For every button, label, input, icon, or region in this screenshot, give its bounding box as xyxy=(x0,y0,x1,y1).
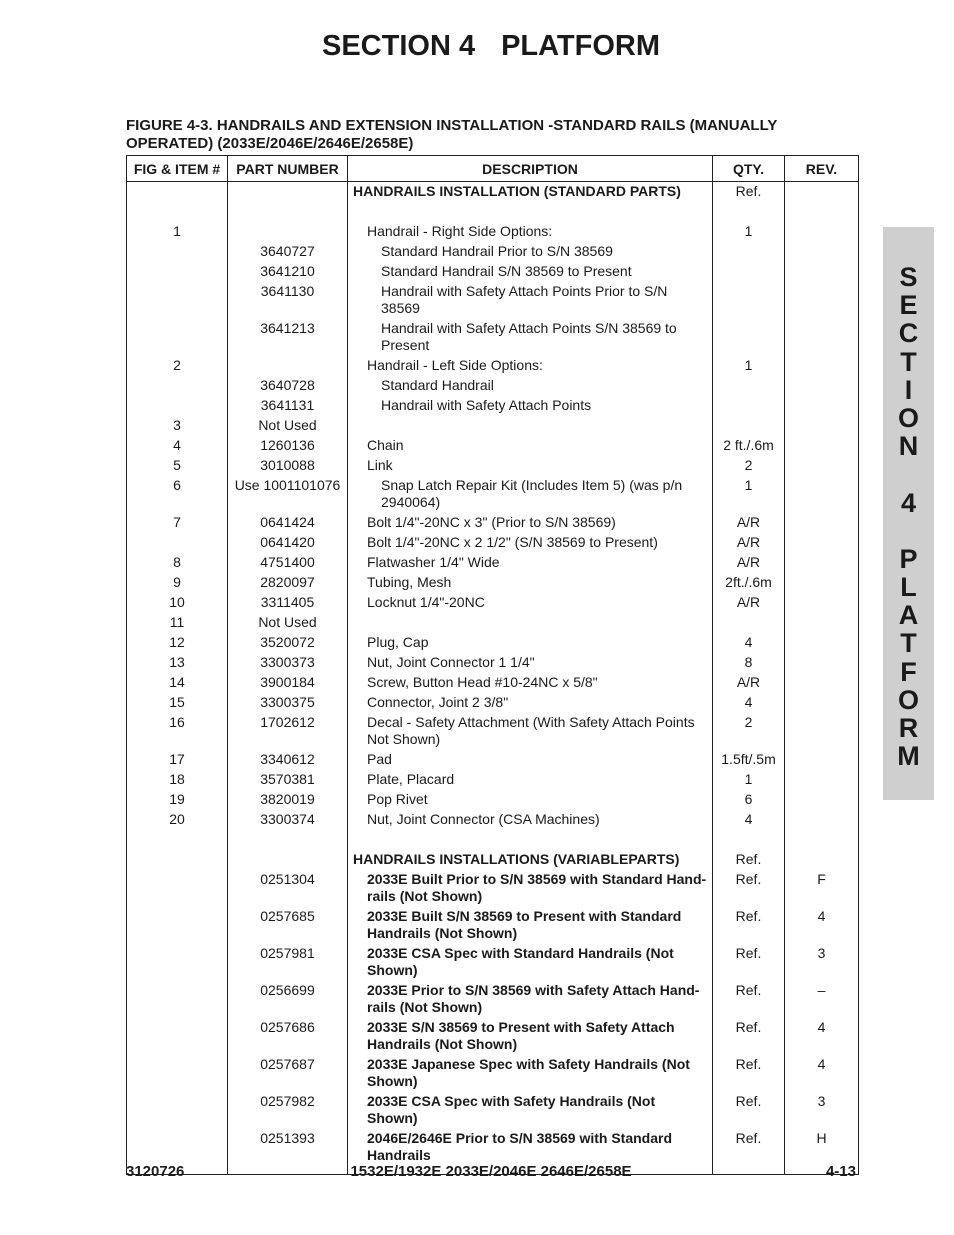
side-tab-letter: P xyxy=(899,543,918,574)
cell-qty: 4 xyxy=(713,810,785,830)
cell-fig-item: 3 xyxy=(127,416,228,436)
cell-description: 2046E/2646E Prior to S/N 38569 with Standard Handrails xyxy=(348,1129,713,1175)
side-tab-letter: T xyxy=(900,346,917,377)
cell-fig-item xyxy=(127,533,228,553)
table-row xyxy=(127,573,859,593)
cell-qty: 1 xyxy=(713,770,785,790)
cell-part-number: 0257981 xyxy=(228,944,348,981)
model-list: 1532E/1932E 2033E/2046E 2646E/2658E xyxy=(350,1163,632,1180)
cell-rev xyxy=(785,513,859,533)
cell-part-number: 0256699 xyxy=(228,981,348,1018)
cell-description: Standard Handrail Prior to S/N 38569 xyxy=(348,242,713,262)
cell-fig-item: 15 xyxy=(127,693,228,713)
cell-fig-item: 12 xyxy=(127,633,228,653)
cell-description: Pop Rivet xyxy=(348,790,713,810)
side-tab-letter: E xyxy=(899,290,918,321)
cell-rev xyxy=(785,436,859,456)
cell-fig-item: 4 xyxy=(127,436,228,456)
table-row xyxy=(127,673,859,693)
cell-description: Decal - Safety Attachment (With Safety Attach Points Not Shown) xyxy=(348,713,713,750)
table-row xyxy=(127,907,859,944)
cell-rev xyxy=(785,750,859,770)
cell-description: Tubing, Mesh xyxy=(348,573,713,593)
cell-description: Handrail with Safety Attach Points S/N 38569 to Present xyxy=(348,319,713,356)
table-row xyxy=(127,356,859,376)
cell-part-number: 3640728 xyxy=(228,376,348,396)
cell-description: Handrail - Left Side Options: xyxy=(348,356,713,376)
cell-fig-item: 16 xyxy=(127,713,228,750)
table-row xyxy=(127,1092,859,1129)
cell-part-number: 3300373 xyxy=(228,653,348,673)
cell-part-number xyxy=(228,222,348,242)
cell-qty: 8 xyxy=(713,653,785,673)
cell-qty: Ref. xyxy=(713,1092,785,1129)
table-row xyxy=(127,282,859,319)
parts-table xyxy=(126,155,859,1175)
cell-qty: Ref. xyxy=(713,1018,785,1055)
cell-part-number: 3300374 xyxy=(228,810,348,830)
cell-part-number: Not Used xyxy=(228,416,348,436)
cell-fig-item: 17 xyxy=(127,750,228,770)
cell-description: Bolt 1/4"-20NC x 3" (Prior to S/N 38569) xyxy=(348,513,713,533)
header-description: DESCRIPTION xyxy=(348,156,713,182)
cell-description: Link xyxy=(348,456,713,476)
cell-part-number: 3520072 xyxy=(228,633,348,653)
cell-rev xyxy=(785,262,859,282)
table-row xyxy=(127,981,859,1018)
cell-qty: Ref. xyxy=(713,1055,785,1092)
cell-part-number: 0257686 xyxy=(228,1018,348,1055)
cell-part-number: 0257982 xyxy=(228,1092,348,1129)
table-row xyxy=(127,850,859,870)
cell-fig-item: 7 xyxy=(127,513,228,533)
side-tab-letter: C xyxy=(898,318,919,349)
table-row xyxy=(127,222,859,242)
table-row xyxy=(127,693,859,713)
cell-rev xyxy=(785,282,859,319)
cell-rev: F xyxy=(785,870,859,907)
cell-part-number: 3641213 xyxy=(228,319,348,356)
cell-qty: 2ft./.6m xyxy=(713,573,785,593)
side-tab-letters xyxy=(883,263,934,770)
table-row xyxy=(127,750,859,770)
table-row xyxy=(127,593,859,613)
side-tab-letter: R xyxy=(898,713,919,743)
cell-rev: 3 xyxy=(785,1092,859,1129)
spacer-cell xyxy=(348,202,713,222)
cell-part-number xyxy=(228,182,348,203)
section-number: SECTION 4 xyxy=(321,30,476,62)
cell-fig-item: 8 xyxy=(127,553,228,573)
side-tab-letter: O xyxy=(897,684,919,715)
cell-rev xyxy=(785,319,859,356)
cell-part-number: 0641420 xyxy=(228,533,348,553)
cell-part-number: 3640727 xyxy=(228,242,348,262)
cell-rev xyxy=(785,850,859,870)
side-tab-spacer xyxy=(883,517,934,545)
side-tab-letter: 4 xyxy=(900,487,917,518)
side-tab-letter: F xyxy=(900,656,917,687)
cell-rev xyxy=(785,476,859,513)
spacer-cell xyxy=(785,830,859,850)
cell-part-number: Use 1001101076 xyxy=(228,476,348,513)
cell-qty: 1 xyxy=(713,476,785,513)
cell-fig-item xyxy=(127,319,228,356)
cell-rev xyxy=(785,613,859,633)
table-row xyxy=(127,376,859,396)
table-row xyxy=(127,242,859,262)
cell-qty: A/R xyxy=(713,533,785,553)
cell-description: Snap Latch Repair Kit (Includes Item 5) (was p/n 2940064) xyxy=(348,476,713,513)
cell-qty: 1 xyxy=(713,222,785,242)
cell-description: Locknut 1/4"-20NC xyxy=(348,593,713,613)
spacer-cell xyxy=(127,202,228,222)
cell-fig-item xyxy=(127,850,228,870)
side-tab-letter: T xyxy=(900,628,917,659)
cell-fig-item: 19 xyxy=(127,790,228,810)
table-row xyxy=(127,613,859,633)
table-row xyxy=(127,416,859,436)
table-row xyxy=(127,513,859,533)
cell-rev xyxy=(785,396,859,416)
cell-description: 2033E CSA Spec with Standard Handrails (Not Shown) xyxy=(348,944,713,981)
cell-qty: 2 ft./.6m xyxy=(713,436,785,456)
table-spacer-row xyxy=(127,202,859,222)
cell-description: 2033E Built S/N 38569 to Present with Standard Handrails (Not Shown) xyxy=(348,907,713,944)
side-tab-letter: S xyxy=(899,262,918,292)
cell-description: Handrail with Safety Attach Points Prior to S/N 38569 xyxy=(348,282,713,319)
cell-description: Screw, Button Head #10-24NC x 5/8" xyxy=(348,673,713,693)
table-row xyxy=(127,456,859,476)
cell-description: Handrail - Right Side Options: xyxy=(348,222,713,242)
table-row xyxy=(127,182,859,203)
spacer-cell xyxy=(228,202,348,222)
cell-rev: – xyxy=(785,981,859,1018)
cell-description: Pad xyxy=(348,750,713,770)
table-row xyxy=(127,262,859,282)
cell-qty: 4 xyxy=(713,693,785,713)
table-row xyxy=(127,396,859,416)
side-tab-letter: M xyxy=(897,741,920,772)
cell-rev xyxy=(785,790,859,810)
cell-description: Nut, Joint Connector (CSA Machines) xyxy=(348,810,713,830)
cell-fig-item xyxy=(127,870,228,907)
side-tab-spacer xyxy=(883,460,934,488)
cell-qty xyxy=(713,613,785,633)
cell-part-number xyxy=(228,356,348,376)
cell-description: HANDRAILS INSTALLATIONS (VARIABLEPARTS) xyxy=(348,850,713,870)
cell-qty: 2 xyxy=(713,713,785,750)
cell-qty: 4 xyxy=(713,633,785,653)
cell-qty: A/R xyxy=(713,553,785,573)
cell-qty: Ref. xyxy=(713,907,785,944)
cell-description: Handrail with Safety Attach Points xyxy=(348,396,713,416)
cell-qty: Ref. xyxy=(713,944,785,981)
cell-part-number: 0251393 xyxy=(228,1129,348,1175)
cell-part-number: 0251304 xyxy=(228,870,348,907)
cell-description: Chain xyxy=(348,436,713,456)
table-row xyxy=(127,810,859,830)
cell-part-number: 3311405 xyxy=(228,593,348,613)
cell-rev: H xyxy=(785,1129,859,1175)
cell-part-number: 3641130 xyxy=(228,282,348,319)
cell-description: Nut, Joint Connector 1 1/4" xyxy=(348,653,713,673)
document-number: 3120726 xyxy=(126,1163,185,1180)
cell-rev xyxy=(785,376,859,396)
side-tab-letter: L xyxy=(900,572,917,603)
spacer-cell xyxy=(785,202,859,222)
side-tab-letter: I xyxy=(904,374,913,405)
cell-fig-item xyxy=(127,981,228,1018)
cell-qty xyxy=(713,282,785,319)
table-row xyxy=(127,476,859,513)
table-row xyxy=(127,633,859,653)
cell-rev xyxy=(785,770,859,790)
cell-rev xyxy=(785,222,859,242)
cell-rev xyxy=(785,533,859,553)
header-fig-item: FIG & ITEM # xyxy=(127,156,228,182)
cell-fig-item: 18 xyxy=(127,770,228,790)
table-row xyxy=(127,436,859,456)
cell-rev xyxy=(785,456,859,476)
section-name: PLATFORM xyxy=(501,30,661,62)
cell-description: Standard Handrail xyxy=(348,376,713,396)
cell-qty: A/R xyxy=(713,593,785,613)
cell-description: Flatwasher 1/4" Wide xyxy=(348,553,713,573)
cell-description: 2033E Built Prior to S/N 38569 with Standard Hand-rails (Not Shown) xyxy=(348,870,713,907)
cell-fig-item: 6 xyxy=(127,476,228,513)
cell-fig-item xyxy=(127,1018,228,1055)
table-row xyxy=(127,713,859,750)
cell-fig-item: 2 xyxy=(127,356,228,376)
cell-description: HANDRAILS INSTALLATION (STANDARD PARTS) xyxy=(348,182,713,203)
cell-description: 2033E S/N 38569 to Present with Safety Attach Handrails (Not Shown) xyxy=(348,1018,713,1055)
cell-rev xyxy=(785,356,859,376)
table-row xyxy=(127,553,859,573)
cell-description xyxy=(348,416,713,436)
cell-rev: 4 xyxy=(785,1018,859,1055)
section-title xyxy=(0,30,954,63)
cell-qty xyxy=(713,319,785,356)
spacer-cell xyxy=(228,830,348,850)
cell-fig-item: 9 xyxy=(127,573,228,593)
cell-part-number: 3641131 xyxy=(228,396,348,416)
cell-description: Plate, Placard xyxy=(348,770,713,790)
cell-part-number: 3010088 xyxy=(228,456,348,476)
cell-fig-item: 14 xyxy=(127,673,228,693)
cell-rev xyxy=(785,633,859,653)
page-number: 4-13 xyxy=(825,1163,856,1180)
table-row xyxy=(127,944,859,981)
cell-description: Bolt 1/4"-20NC x 2 1/2" (S/N 38569 to Present) xyxy=(348,533,713,553)
cell-rev xyxy=(785,242,859,262)
cell-fig-item xyxy=(127,1092,228,1129)
cell-description: Connector, Joint 2 3/8" xyxy=(348,693,713,713)
cell-rev: 4 xyxy=(785,907,859,944)
figure-title xyxy=(126,117,846,153)
cell-fig-item: 5 xyxy=(127,456,228,476)
cell-description: Plug, Cap xyxy=(348,633,713,653)
cell-fig-item: 20 xyxy=(127,810,228,830)
spacer-cell xyxy=(348,830,713,850)
cell-part-number: 2820097 xyxy=(228,573,348,593)
header-rev: REV. xyxy=(785,156,859,182)
table-row xyxy=(127,870,859,907)
side-tab-letter: N xyxy=(898,431,919,462)
cell-fig-item: 10 xyxy=(127,593,228,613)
cell-fig-item xyxy=(127,262,228,282)
cell-description: 2033E Prior to S/N 38569 with Safety Attach Hand-rails (Not Shown) xyxy=(348,981,713,1018)
cell-qty xyxy=(713,376,785,396)
cell-fig-item xyxy=(127,396,228,416)
cell-qty xyxy=(713,396,785,416)
cell-rev xyxy=(785,182,859,203)
cell-part-number: 3641210 xyxy=(228,262,348,282)
parts-table-body xyxy=(127,182,859,1175)
cell-rev xyxy=(785,553,859,573)
cell-rev xyxy=(785,573,859,593)
cell-rev xyxy=(785,653,859,673)
cell-qty: A/R xyxy=(713,673,785,693)
cell-qty: Ref. xyxy=(713,870,785,907)
cell-part-number: 1260136 xyxy=(228,436,348,456)
spacer-cell xyxy=(713,830,785,850)
table-row xyxy=(127,770,859,790)
table-header-row xyxy=(127,156,859,182)
cell-qty: Ref. xyxy=(713,981,785,1018)
cell-qty: A/R xyxy=(713,513,785,533)
cell-description: 2033E Japanese Spec with Safety Handrails (Not Shown) xyxy=(348,1055,713,1092)
cell-part-number: 3820019 xyxy=(228,790,348,810)
spacer-cell xyxy=(127,830,228,850)
cell-rev xyxy=(785,416,859,436)
cell-part-number: 3570381 xyxy=(228,770,348,790)
cell-qty: Ref. xyxy=(713,1129,785,1175)
cell-part-number xyxy=(228,850,348,870)
cell-fig-item xyxy=(127,907,228,944)
cell-fig-item xyxy=(127,242,228,262)
cell-qty: 2 xyxy=(713,456,785,476)
cell-rev xyxy=(785,673,859,693)
table-row xyxy=(127,1055,859,1092)
spacer-cell xyxy=(713,202,785,222)
cell-rev: 3 xyxy=(785,944,859,981)
table-row xyxy=(127,1018,859,1055)
section-side-tab xyxy=(883,227,934,800)
cell-rev xyxy=(785,693,859,713)
cell-part-number: 0641424 xyxy=(228,513,348,533)
cell-fig-item: 1 xyxy=(127,222,228,242)
cell-rev xyxy=(785,810,859,830)
cell-part-number: 0257685 xyxy=(228,907,348,944)
figure-title-line-2: OPERATED) (2033E/2046E/2646E/2658E) xyxy=(126,135,414,152)
cell-fig-item xyxy=(127,182,228,203)
cell-description: Standard Handrail S/N 38569 to Present xyxy=(348,262,713,282)
cell-qty: 1.5ft/.5m xyxy=(713,750,785,770)
table-spacer-row xyxy=(127,830,859,850)
table-row xyxy=(127,319,859,356)
cell-qty xyxy=(713,262,785,282)
cell-qty xyxy=(713,242,785,262)
header-part-number: PART NUMBER xyxy=(228,156,348,182)
table-row xyxy=(127,653,859,673)
cell-part-number: 3300375 xyxy=(228,693,348,713)
cell-qty: 1 xyxy=(713,356,785,376)
cell-part-number: 4751400 xyxy=(228,553,348,573)
table-row xyxy=(127,533,859,553)
cell-fig-item xyxy=(127,282,228,319)
side-tab-letter: A xyxy=(898,600,919,631)
cell-part-number: 0257687 xyxy=(228,1055,348,1092)
cell-fig-item: 11 xyxy=(127,613,228,633)
cell-fig-item: 13 xyxy=(127,653,228,673)
cell-part-number: 1702612 xyxy=(228,713,348,750)
cell-fig-item xyxy=(127,376,228,396)
cell-fig-item xyxy=(127,1055,228,1092)
cell-fig-item xyxy=(127,944,228,981)
cell-rev xyxy=(785,593,859,613)
table-row xyxy=(127,790,859,810)
cell-qty xyxy=(713,416,785,436)
cell-part-number: 3900184 xyxy=(228,673,348,693)
side-tab-letter: O xyxy=(897,402,919,433)
cell-qty: Ref. xyxy=(713,182,785,203)
cell-qty: 6 xyxy=(713,790,785,810)
cell-rev xyxy=(785,713,859,750)
cell-part-number: Not Used xyxy=(228,613,348,633)
cell-part-number: 3340612 xyxy=(228,750,348,770)
cell-description xyxy=(348,613,713,633)
cell-rev: 4 xyxy=(785,1055,859,1092)
figure-title-line-1: FIGURE 4-3. HANDRAILS AND EXTENSION INSTALLATION -STANDARD RAILS (MANUALLY xyxy=(126,117,778,134)
cell-description: 2033E CSA Spec with Safety Handrails (Not Shown) xyxy=(348,1092,713,1129)
cell-qty: Ref. xyxy=(713,850,785,870)
header-qty: QTY. xyxy=(713,156,785,182)
